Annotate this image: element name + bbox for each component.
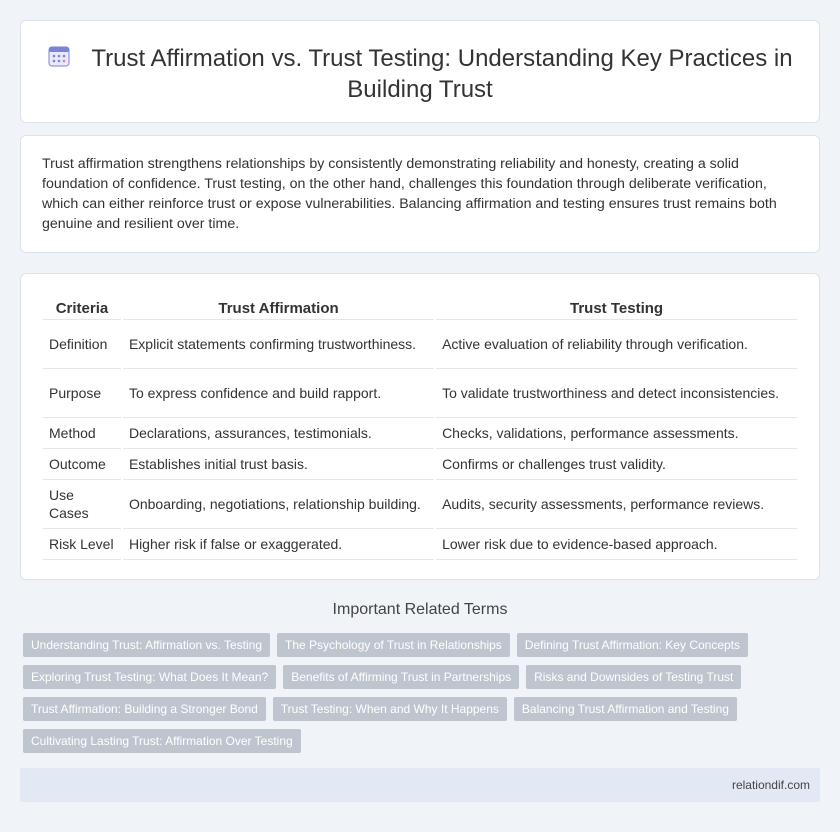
intro-text: Trust affirmation strengthens relationships by consistently demonstrating reliability and honesty, creating a solid foundation of confidence. Trust testing, on the other hand, challenges this foundation through deliberate verification, which can either reinforce trust or expose vulnerabilities. Balancing affirmation and testing ensures trust remains both genuine and resilient over time.	[42, 156, 777, 232]
page-title: Trust Affirmation vs. Trust Testing: Understanding Key Practices in Building Trust	[91, 45, 793, 103]
row-criteria: Purpose	[43, 369, 121, 418]
calendar-icon	[47, 44, 71, 68]
row-testing: Audits, security assessments, performance reviews.	[436, 480, 797, 529]
related-tag[interactable]: Benefits of Affirming Trust in Partnerships	[283, 665, 519, 689]
row-affirmation: Higher risk if false or exaggerated.	[123, 529, 434, 560]
row-testing: Active evaluation of reliability through verification.	[436, 320, 797, 369]
related-tag[interactable]: Risks and Downsides of Testing Trust	[526, 665, 741, 689]
related-tag[interactable]: Trust Testing: When and Why It Happens	[273, 697, 507, 721]
related-terms-title: Important Related Terms	[332, 601, 508, 618]
related-tag[interactable]: Defining Trust Affirmation: Key Concepts	[517, 633, 748, 657]
row-affirmation: Explicit statements confirming trustworthiness.	[123, 320, 434, 369]
comparison-table	[41, 294, 799, 560]
row-testing: Checks, validations, performance assessments.	[436, 418, 797, 449]
related-terms-tags	[23, 633, 803, 761]
related-tag[interactable]: The Psychology of Trust in Relationships	[277, 633, 510, 657]
table-row	[43, 480, 797, 529]
intro-card	[20, 135, 820, 253]
row-testing: To validate trustworthiness and detect inconsistencies.	[436, 369, 797, 418]
row-criteria: Definition	[43, 320, 121, 369]
row-criteria: Use Cases	[43, 480, 121, 529]
footer-site-link[interactable]: relationdif.com	[731, 778, 810, 792]
related-tag[interactable]: Trust Affirmation: Building a Stronger Bond	[23, 697, 266, 721]
related-tag[interactable]: Balancing Trust Affirmation and Testing	[514, 697, 737, 721]
row-testing: Lower risk due to evidence-based approach.	[436, 529, 797, 560]
table-row	[43, 320, 797, 369]
row-testing: Confirms or challenges trust validity.	[436, 449, 797, 480]
table-row	[43, 369, 797, 418]
header-trust-testing: Trust Testing	[436, 294, 797, 320]
related-tag[interactable]: Cultivating Lasting Trust: Affirmation Over Testing	[23, 729, 301, 753]
row-affirmation: Establishes initial trust basis.	[123, 449, 434, 480]
row-affirmation: Onboarding, negotiations, relationship building.	[123, 480, 434, 529]
row-criteria: Method	[43, 418, 121, 449]
comparison-card	[20, 273, 820, 580]
table-header-row	[43, 294, 797, 320]
related-tag[interactable]: Exploring Trust Testing: What Does It Mean?	[23, 665, 276, 689]
header-trust-affirmation: Trust Affirmation	[123, 294, 434, 320]
row-affirmation: To express confidence and build rapport.	[123, 369, 434, 418]
row-affirmation: Declarations, assurances, testimonials.	[123, 418, 434, 449]
table-row	[43, 449, 797, 480]
table-row	[43, 529, 797, 560]
table-row	[43, 418, 797, 449]
header-card	[20, 20, 820, 123]
row-criteria: Risk Level	[43, 529, 121, 560]
header-criteria: Criteria	[43, 294, 121, 320]
footer	[20, 768, 820, 802]
row-criteria: Outcome	[43, 449, 121, 480]
related-tag[interactable]: Understanding Trust: Affirmation vs. Testing	[23, 633, 270, 657]
page-title-wrap	[21, 43, 819, 105]
